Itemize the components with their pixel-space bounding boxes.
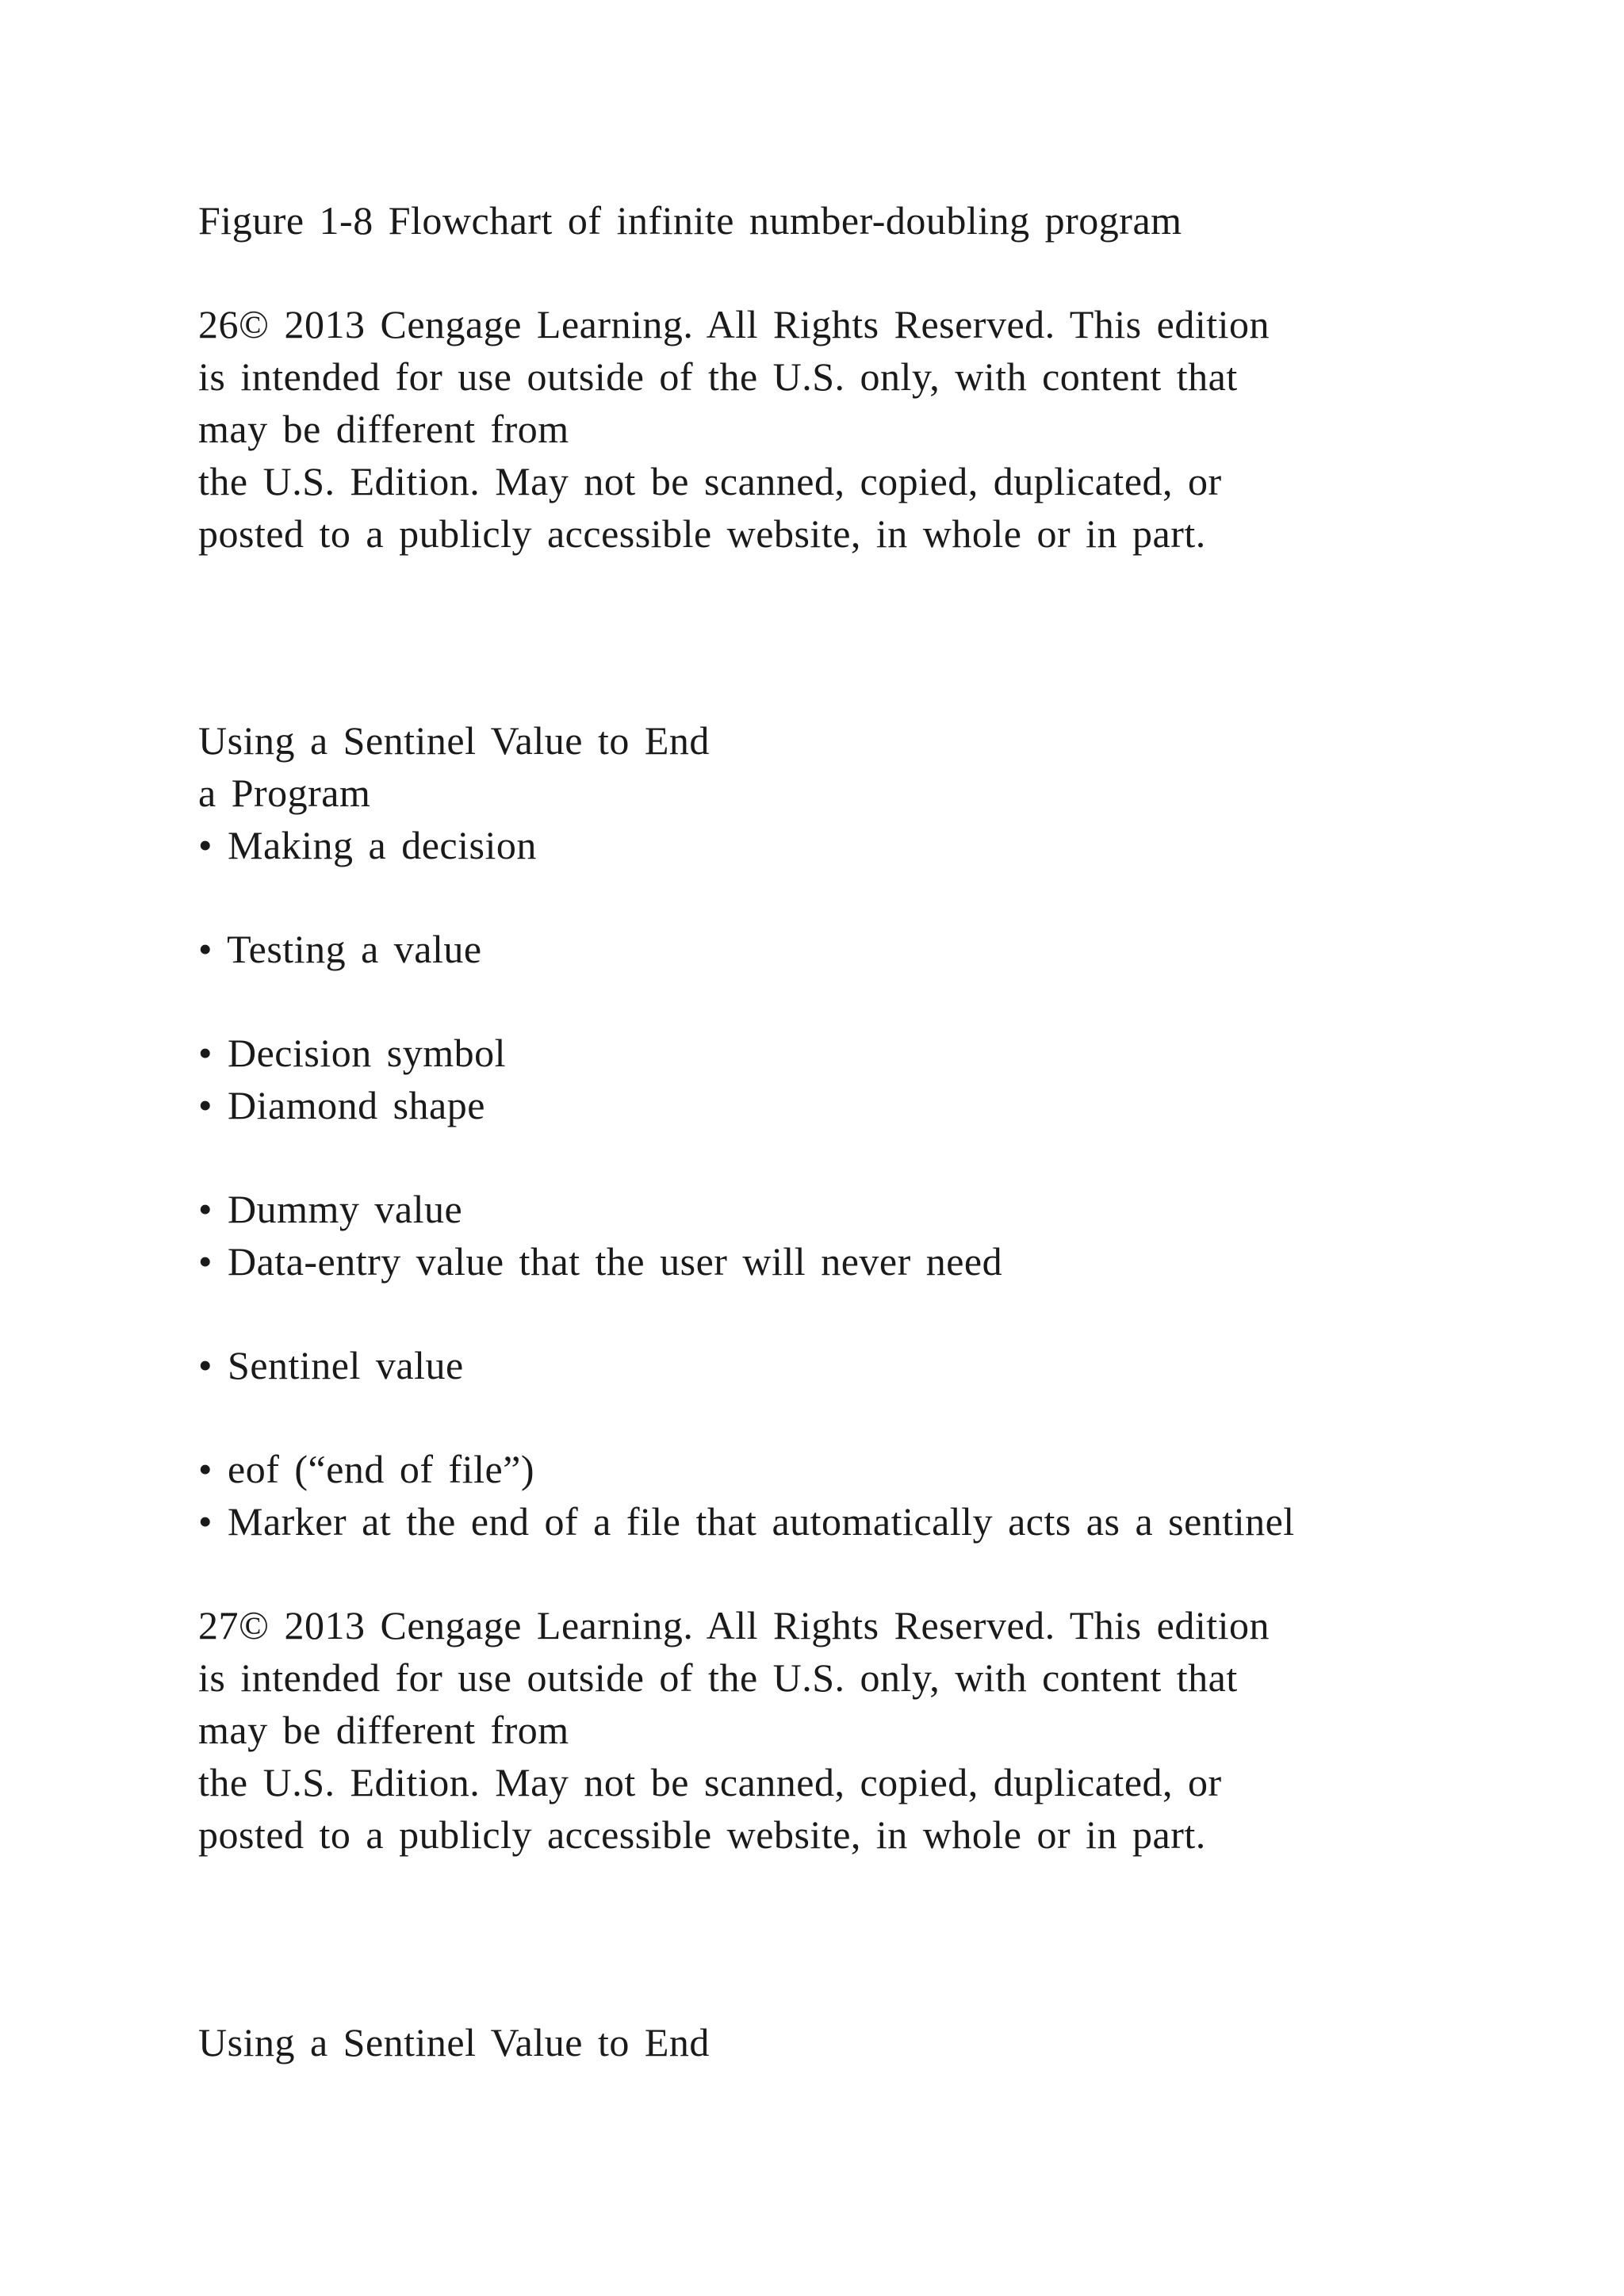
bullet-item: • Marker at the end of a file that automatically acts as a sentinel [198, 1499, 1295, 1544]
figure-caption: Figure 1-8 Flowchart of infinite number-doubling program [198, 198, 1182, 243]
bullet-item: • Sentinel value [198, 1343, 464, 1387]
copyright-line: may be different from [198, 407, 569, 451]
heading-line: a Program [198, 771, 371, 815]
bullet-item: • eof (“end of file”) [198, 1447, 535, 1491]
bullet-item: • Data-entry value that the user will never need [198, 1239, 1003, 1284]
copyright-line: the U.S. Edition. May not be scanned, copied, duplicated, or [198, 459, 1222, 503]
copyright-line: is intended for use outside of the U.S. only, with content that [198, 354, 1238, 399]
copyright-line: is intended for use outside of the U.S. only, with content that [198, 1655, 1238, 1700]
bullet-item: • Dummy value [198, 1187, 463, 1231]
copyright-line: the U.S. Edition. May not be scanned, copied, duplicated, or [198, 1760, 1222, 1804]
section-heading-continued: Using a Sentinel Value to End [198, 2020, 710, 2064]
bullet-item: • Making a decision [198, 823, 537, 867]
copyright-line: 26© 2013 Cengage Learning. All Rights Reserved. This edition [198, 302, 1270, 346]
bullet-item: • Decision symbol [198, 1031, 506, 1075]
copyright-line: 27© 2013 Cengage Learning. All Rights Reserved. This edition [198, 1603, 1270, 1647]
bullet-item: • Diamond shape [198, 1083, 485, 1127]
copyright-line: posted to a publicly accessible website, in whole or in part. [198, 511, 1206, 556]
copyright-line: may be different from [198, 1708, 569, 1752]
copyright-line: posted to a publicly accessible website, in whole or in part. [198, 1812, 1206, 1857]
bullet-item: • Testing a value [198, 927, 482, 971]
heading-line: Using a Sentinel Value to End [198, 718, 710, 763]
